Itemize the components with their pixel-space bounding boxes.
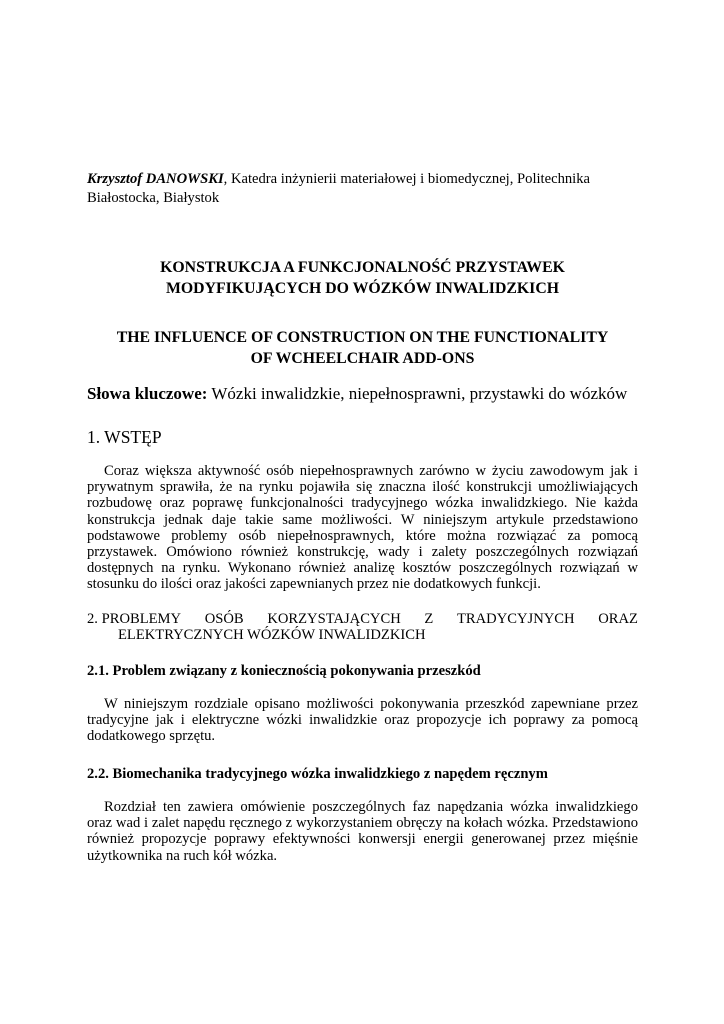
title-polish — [87, 257, 638, 299]
title-polish-line2: MODYFIKUJĄCYCH DO WÓZKÓW INWALIDZKICH — [165, 280, 560, 297]
author-affiliation: , Katedra inżynierii materiałowej i biomedycznej, Politechnika Białostocka, Białystok — [87, 171, 590, 206]
title-polish-line1: KONSTRUKCJA A FUNKCJONALNOŚĆ PRZYSTAWEK — [160, 259, 565, 276]
subsection-2-1-paragraph: W niniejszym rozdziale opisano możliwości pokonywania przeszkód zapewniane przez tradycyjne jak i elektryczne wózki inwalidzkie oraz propozycje ich poprawy za pomocą dodatkowego sprzętu. — [87, 696, 638, 745]
section-1-heading: 1. WSTĘP — [87, 427, 162, 447]
author-name: Krzysztof DANOWSKI — [87, 171, 224, 187]
heading-word: ORAZ — [598, 611, 638, 627]
keywords-label: Słowa kluczowe: — [87, 384, 208, 403]
heading-word: Z — [424, 611, 434, 627]
section-2-heading-line2: ELEKTRYCZNYCH WÓZKÓW INWALIDZKICH — [118, 627, 426, 643]
title-english — [87, 327, 638, 369]
subsection-2-2-paragraph: Rozdział ten zawiera omówienie poszczególnych faz napędzania wózka inwalidzkiego oraz wad i zalet napędu ręcznego z wykorzystaniem obręczy na kołach wózka. Przedstawiono również propozycje poprawy efektywności konwersji energii generowanej przez mięśnie użytkownika na ruch kół wózka. — [87, 799, 638, 864]
keywords — [87, 383, 638, 405]
subsection-2-2-heading: 2.2. Biomechanika tradycyjnego wózka inwalidzkiego z napędem ręcznym — [87, 766, 548, 782]
section-1-paragraph: Coraz większa aktywność osób niepełnosprawnych zarówno w życiu zawodowym jak i prywatnym sprawiła, że na rynku pojawiła się znaczna ilość konstrukcji umożliwiających rozbudowę oraz poprawę funkcjonalności tradycyjnego wózka inwalidzkiego. Nie każda konstrukcja jednak daje takie same możliwości. W niniejszym artykule przedstawiono podstawowe problemy osób niepełnosprawnych, które można rozwiązać za pomocą przystawek. Omówiono również konstrukcję, wady i zalety poszczególnych rozwiązań dostępnych na rynku. Wykonano również analizę kosztów poszczególnych rozwiązań w stosunku do ilości oraz jakości zapewnianych przez nie dodatkowych funkcji. — [87, 463, 638, 593]
subsection-2-1-heading: 2.1. Problem związany z koniecznością pokonywania przeszkód — [87, 663, 481, 679]
title-english-line1: THE INFLUENCE OF CONSTRUCTION ON THE FUNCTIONALITY — [116, 329, 609, 346]
document-page — [87, 170, 638, 864]
heading-word: 2. PROBLEMY — [87, 611, 182, 627]
heading-word: OSÓB — [204, 611, 244, 627]
heading-word: KORZYSTAJĄCYCH — [267, 611, 401, 627]
title-english-line2: OF WCHEELCHAIR ADD-ONS — [250, 350, 475, 367]
author-line — [87, 170, 638, 208]
keywords-text: Wózki inwalidzkie, niepełnosprawni, przystawki do wózków — [207, 384, 628, 403]
heading-word: TRADYCYJNYCH — [456, 611, 575, 627]
section-2-heading — [87, 611, 638, 643]
section-2-heading-line1 — [87, 611, 638, 627]
